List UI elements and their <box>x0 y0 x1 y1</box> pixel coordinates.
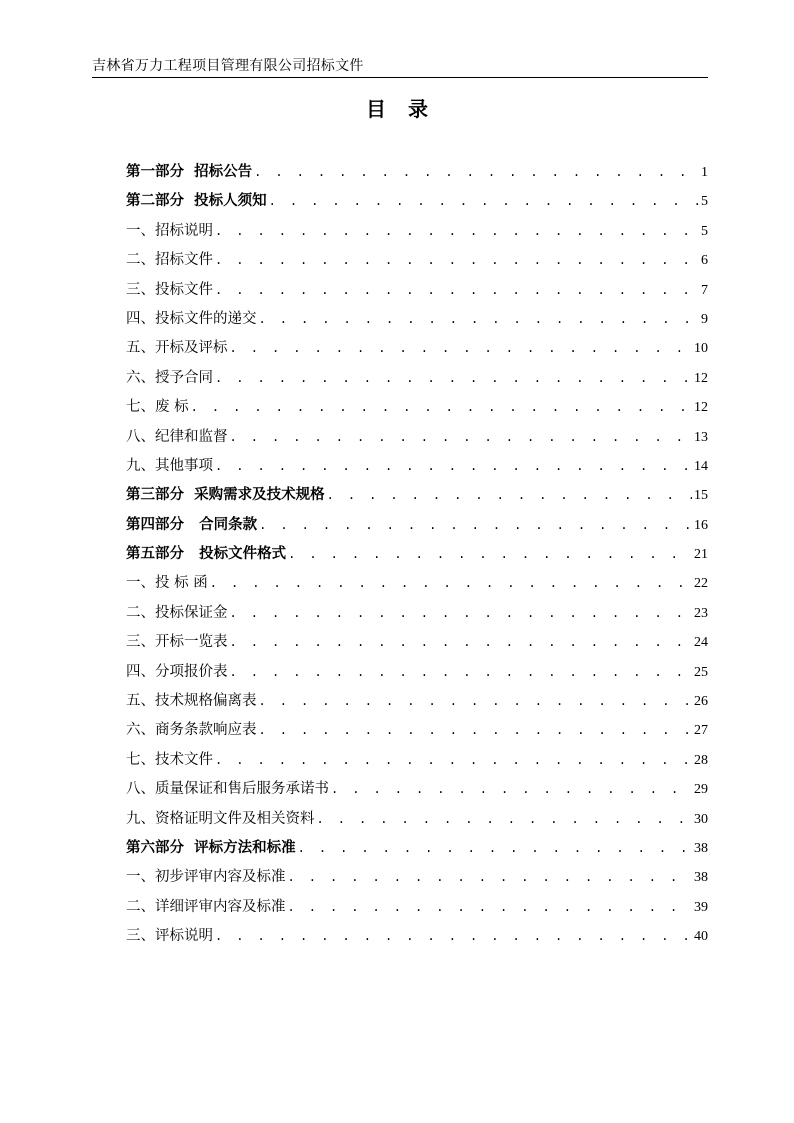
toc-entry-label: 一、投 标 函 <box>126 575 208 592</box>
toc-page-number: 15 <box>694 488 708 504</box>
toc-page-number: 23 <box>694 605 708 621</box>
toc-page-number: 7 <box>701 282 708 298</box>
table-of-contents <box>126 158 708 952</box>
toc-entry-label: 八、纪律和监督 <box>126 428 228 445</box>
toc-section-entry[interactable] <box>126 364 708 393</box>
toc-dot-leader <box>327 481 692 510</box>
toc-page-number: 5 <box>701 223 708 239</box>
toc-page-number: 38 <box>694 870 708 886</box>
toc-section-entry[interactable] <box>126 746 708 775</box>
toc-section-entry[interactable] <box>126 217 708 246</box>
toc-page-number: 29 <box>694 782 708 798</box>
toc-entry-label: 三、评标说明 <box>126 928 213 945</box>
toc-dot-leader <box>230 334 693 363</box>
toc-page-number: 28 <box>694 752 708 768</box>
toc-page-number: 12 <box>694 370 708 386</box>
toc-dot-leader <box>331 775 692 804</box>
toc-dot-leader <box>210 569 692 598</box>
toc-page-number: 1 <box>701 165 708 180</box>
toc-section-entry[interactable] <box>126 569 708 598</box>
toc-section-entry[interactable] <box>126 452 708 481</box>
toc-entry-label: 第三部分 采购需求及技术规格 <box>126 487 325 504</box>
toc-part-entry[interactable] <box>126 481 708 510</box>
toc-section-entry[interactable] <box>126 276 708 305</box>
toc-page-number: 9 <box>701 311 708 327</box>
toc-dot-leader <box>230 599 693 628</box>
toc-section-entry[interactable] <box>126 628 708 657</box>
toc-part-entry[interactable] <box>126 834 708 863</box>
toc-entry-label: 五、技术规格偏离表 <box>126 693 257 710</box>
toc-dot-leader <box>230 423 693 452</box>
toc-dot-leader <box>259 687 693 716</box>
toc-entry-label: 第一部分 招标公告 <box>126 164 253 180</box>
toc-entry-label: 九、资格证明文件及相关资料 <box>126 810 315 827</box>
toc-part-entry[interactable] <box>126 511 708 540</box>
toc-page-number: 5 <box>701 194 708 210</box>
toc-dot-leader <box>230 658 693 687</box>
toc-page-number: 22 <box>694 576 708 592</box>
toc-page-number: 26 <box>694 694 708 710</box>
toc-entry-label: 四、分项报价表 <box>126 663 228 680</box>
toc-page-number: 10 <box>694 341 708 357</box>
toc-dot-leader <box>215 217 699 246</box>
toc-dot-leader <box>259 511 692 540</box>
toc-dot-leader <box>191 393 692 422</box>
toc-entry-label: 五、开标及评标 <box>126 340 228 357</box>
toc-section-entry[interactable] <box>126 423 708 452</box>
toc-page-number: 38 <box>694 840 708 856</box>
toc-dot-leader <box>288 540 692 569</box>
toc-entry-label: 九、其他事项 <box>126 457 213 474</box>
toc-page-number: 24 <box>694 635 708 651</box>
page-header: 吉林省万力工程项目管理有限公司招标文件 <box>92 58 364 74</box>
toc-page-number: 27 <box>694 723 708 739</box>
toc-dot-leader <box>230 628 693 657</box>
toc-title: 目录 <box>366 97 450 121</box>
toc-dot-leader <box>215 364 692 393</box>
toc-page-number: 30 <box>694 811 708 827</box>
toc-page-number: 16 <box>694 517 708 533</box>
toc-dot-leader <box>215 746 692 775</box>
toc-entry-label: 四、投标文件的递交 <box>126 310 257 327</box>
toc-entry-label: 第六部分 评标方法和标准 <box>126 839 296 856</box>
toc-entry-label: 三、开标一览表 <box>126 634 228 651</box>
toc-dot-leader <box>317 805 693 834</box>
toc-entry-label: 二、详细评审内容及标准 <box>126 898 286 915</box>
toc-page-number: 13 <box>694 429 708 445</box>
toc-page-number: 25 <box>694 664 708 680</box>
toc-entry-label: 第二部分 投标人须知 <box>126 193 267 210</box>
toc-entry-label: 二、招标文件 <box>126 252 213 269</box>
toc-section-entry[interactable] <box>126 334 708 363</box>
toc-dot-leader <box>259 305 700 334</box>
toc-entry-label: 二、投标保证金 <box>126 604 228 621</box>
toc-part-entry[interactable] <box>126 540 708 569</box>
toc-entry-label: 一、招标说明 <box>126 222 213 239</box>
toc-entry-label: 六、商务条款响应表 <box>126 722 257 739</box>
toc-entry-label: 三、投标文件 <box>126 281 213 298</box>
toc-page-number: 21 <box>694 547 708 563</box>
toc-entry-label: 七、技术文件 <box>126 751 213 768</box>
toc-part-entry[interactable] <box>126 158 708 187</box>
toc-section-entry[interactable] <box>126 305 708 334</box>
toc-dot-leader <box>269 187 699 216</box>
toc-dot-leader <box>215 276 699 305</box>
toc-section-entry[interactable] <box>126 922 708 951</box>
header-divider <box>92 77 708 78</box>
toc-section-entry[interactable] <box>126 775 708 804</box>
toc-part-entry[interactable] <box>126 187 708 216</box>
toc-section-entry[interactable] <box>126 599 708 628</box>
toc-page-number: 12 <box>694 400 708 416</box>
toc-entry-label: 第五部分 投标文件格式 <box>126 546 287 563</box>
toc-entry-label: 第四部分 合同条款 <box>126 516 258 533</box>
toc-page-number: 40 <box>694 929 708 945</box>
toc-dot-leader <box>298 834 692 863</box>
toc-dot-leader <box>215 246 699 275</box>
toc-page-number: 14 <box>694 458 708 474</box>
toc-entry-label: 一、初步评审内容及标准 <box>126 869 286 886</box>
toc-section-entry[interactable] <box>126 805 708 834</box>
toc-section-entry[interactable] <box>126 246 708 275</box>
toc-section-entry[interactable] <box>126 687 708 716</box>
toc-section-entry[interactable] <box>126 893 708 922</box>
toc-section-entry[interactable] <box>126 393 708 422</box>
toc-dot-leader <box>288 863 693 892</box>
toc-section-entry[interactable] <box>126 716 708 745</box>
toc-page-number: 39 <box>694 899 708 915</box>
toc-entry-label: 六、授予合同 <box>126 369 213 386</box>
toc-section-entry[interactable] <box>126 658 708 687</box>
toc-page-number: 6 <box>701 253 708 269</box>
toc-entry-label: 八、质量保证和售后服务承诺书 <box>126 781 329 798</box>
toc-entry-label: 七、废 标 <box>126 399 189 416</box>
toc-section-entry[interactable] <box>126 863 708 892</box>
toc-dot-leader <box>215 922 692 951</box>
toc-dot-leader <box>254 158 699 187</box>
toc-dot-leader <box>259 716 693 745</box>
toc-dot-leader <box>288 893 693 922</box>
toc-dot-leader <box>215 452 692 481</box>
